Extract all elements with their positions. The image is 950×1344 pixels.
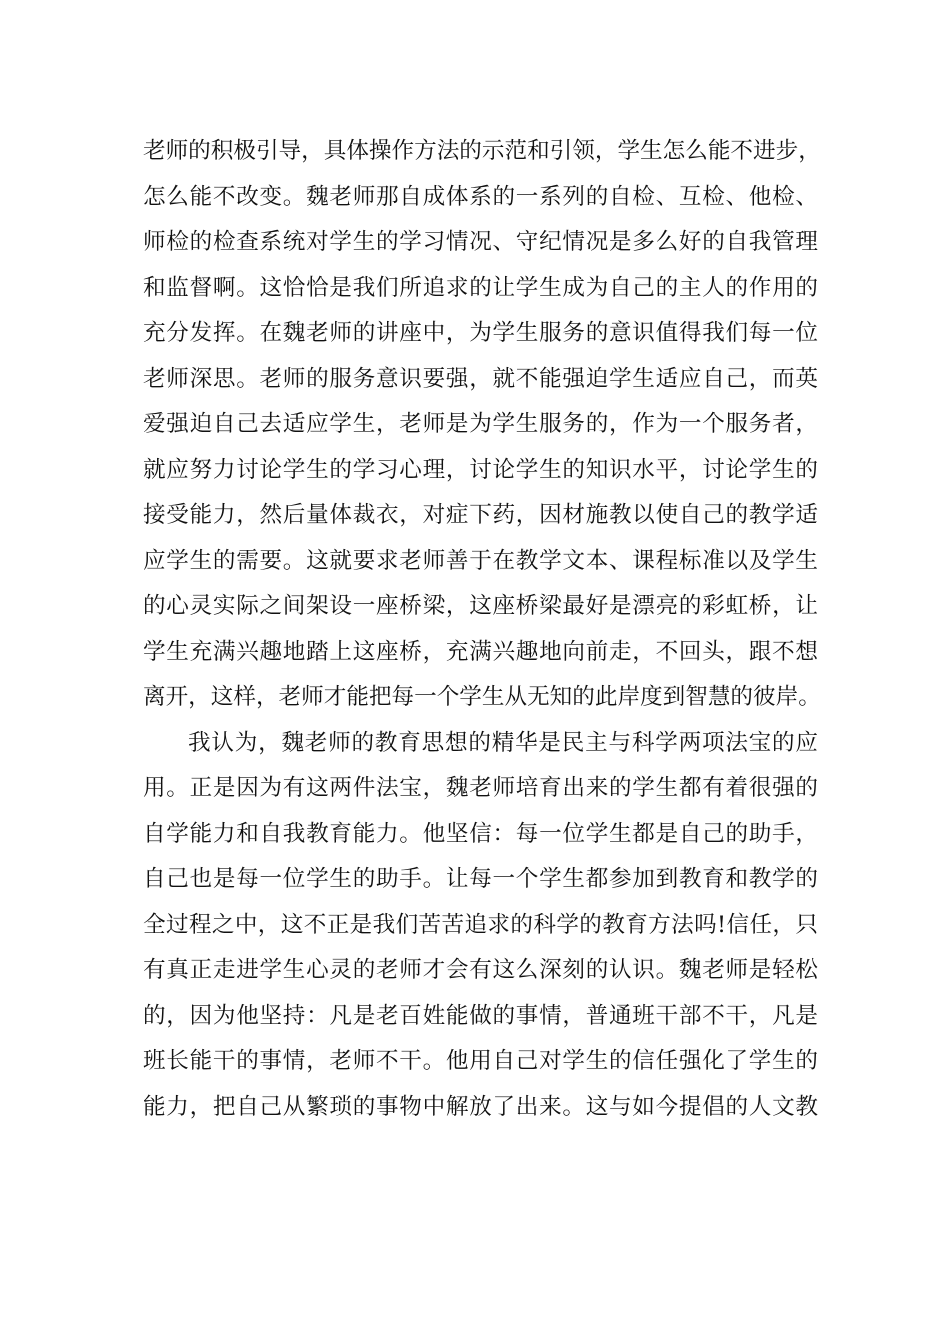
text-line: 爱强迫自己去适应学生，老师是为学生服务的，作为一个服务者， bbox=[143, 411, 818, 437]
text-line: 班长能干的事情，老师不干。他用自己对学生的信任强化了学生的 bbox=[143, 1048, 818, 1074]
text-line: 和监督啊。这恰恰是我们所追求的让学生成为自己的主人的作用的 bbox=[143, 274, 818, 301]
text-line: 学生充满兴趣地踏上这座桥，充满兴趣地向前走，不回头，跟不想 bbox=[143, 638, 818, 665]
text-line: 就应努力讨论学生的学习心理，讨论学生的知识水平，讨论学生的 bbox=[143, 456, 818, 483]
text-line: 自学能力和自我教育能力。他坚信：每一位学生都是自己的助手， bbox=[143, 820, 818, 847]
text-line: 用。正是因为有这两件法宝，魏老师培育出来的学生都有着很强的 bbox=[143, 775, 818, 801]
text-line: 离开，这样，老师才能把每一个学生从无知的此岸度到智慧的彼岸。 bbox=[143, 684, 821, 710]
body-text bbox=[143, 129, 821, 1130]
text-line: 我认为，魏老师的教育思想的精华是民主与科学两项法宝的应 bbox=[188, 729, 818, 756]
text-line: 师检的检查系统对学生的学习情况、守纪情况是多么好的自我管理 bbox=[143, 229, 818, 255]
text-line: 的心灵实际之间架设一座桥梁，这座桥梁最好是漂亮的彩虹桥，让 bbox=[143, 593, 818, 619]
text-line: 的，因为他坚持：凡是老百姓能做的事情，普通班干部不干，凡是 bbox=[143, 1002, 818, 1029]
paragraph-2 bbox=[143, 721, 818, 1131]
text-line: 老师的积极引导，具体操作方法的示范和引领，学生怎么能不进步， bbox=[143, 138, 821, 164]
text-line: 能力，把自己从繁琐的事物中解放了出来。这与如今提倡的人文教 bbox=[143, 1093, 818, 1120]
text-line: 应学生的需要。这就要求老师善于在教学文本、课程标准以及学生 bbox=[143, 547, 818, 574]
text-line: 老师深思。老师的服务意识要强，就不能强迫学生适应自己，而英 bbox=[143, 365, 818, 392]
text-line: 有真正走进学生心灵的老师才会有这么深刻的认识。魏老师是轻松 bbox=[143, 957, 818, 983]
text-line: 接受能力，然后量体裁衣，对症下药，因材施教以使自己的教学适 bbox=[143, 502, 818, 528]
paragraph-1 bbox=[143, 129, 821, 721]
text-line: 充分发挥。在魏老师的讲座中，为学生服务的意识值得我们每一位 bbox=[143, 320, 818, 346]
text-line: 全过程之中，这不正是我们苦苦追求的科学的教育方法吗!信任，只 bbox=[143, 911, 818, 938]
text-line: 怎么能不改变。魏老师那自成体系的一系列的自检、互检、他检、 bbox=[143, 183, 818, 210]
text-line: 自己也是每一位学生的助手。让每一个学生都参加到教育和教学的 bbox=[143, 866, 818, 892]
